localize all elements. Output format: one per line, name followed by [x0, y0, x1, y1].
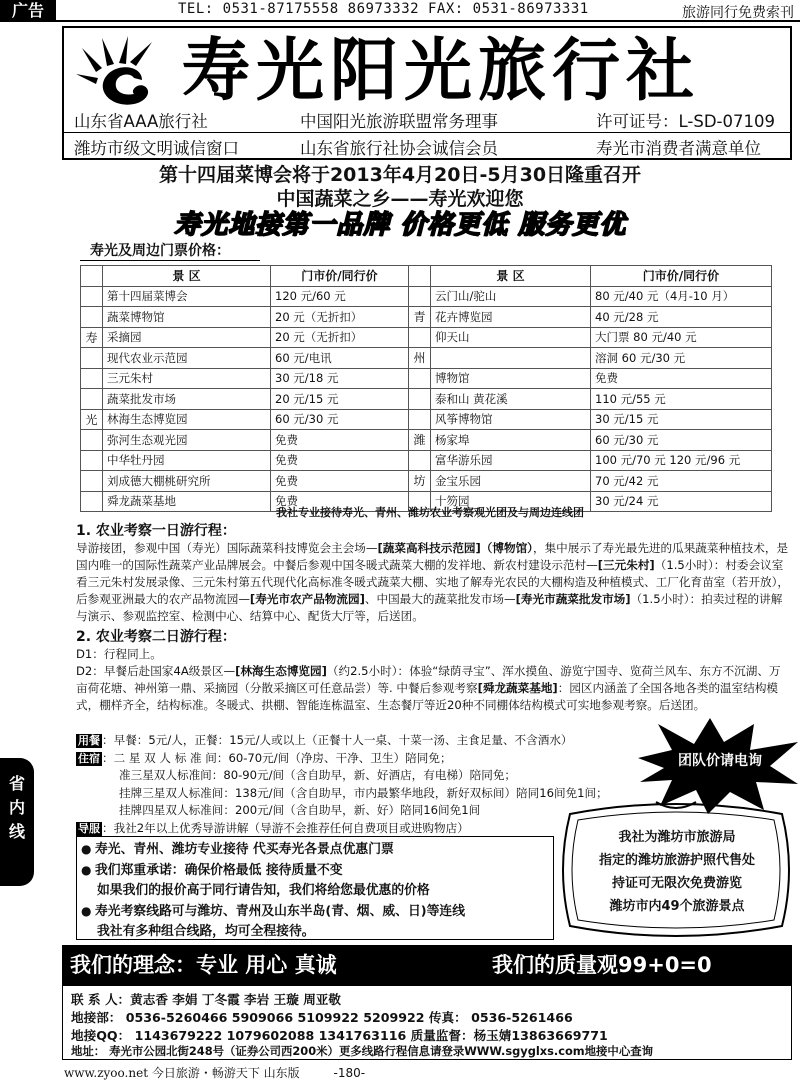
highlight-segment: [蔬菜高科技示范园]（博物馆） — [377, 541, 533, 555]
side-tab-char: 线 — [8, 822, 25, 841]
promo-text: 寿光、青州、潍坊专业接待 代买寿光各景点优惠门票 — [95, 842, 394, 857]
ticket-price: 110 元/55 元 — [591, 389, 772, 410]
region-cell — [81, 307, 103, 328]
side-tab-provincial-routes — [0, 758, 34, 886]
ticket-price: 30 元/15 元 — [591, 409, 772, 430]
region-cell: 寿 — [81, 327, 103, 348]
stay-label: 住宿 — [78, 751, 100, 765]
guide-label: 导服 — [78, 821, 100, 835]
credential-satisfaction: 寿光市消费者满意单位 — [596, 139, 761, 158]
promo-line: 如果我们的报价高于同行请告知，我们将给您最优惠的价格 — [97, 883, 430, 898]
scenic-spot-name: 花卉博览园 — [431, 307, 591, 328]
ad-tag: 广告 — [0, 0, 56, 22]
credential-civilized: 潍坊市级文明诚信窗口 — [74, 139, 239, 158]
bullet-icon: ● — [81, 842, 92, 856]
table-row — [81, 327, 772, 348]
ticket-price: 60 元/电讯 — [271, 348, 409, 369]
region-cell — [81, 430, 103, 451]
ticket-price: 120 元/60 元 — [271, 286, 409, 307]
contact-qq: 地接QQ： 1143679222 1079602088 1341763116 质量监督：杨玉婧13863669771 — [71, 1028, 608, 1043]
region-cell — [81, 286, 103, 307]
agent-line: 持证可无限次免费游览 — [611, 876, 742, 891]
ticket-table — [80, 265, 772, 512]
meal-row — [76, 732, 636, 750]
stay-row — [76, 750, 636, 768]
scenic-spot-name: 富华游乐园 — [431, 450, 591, 471]
text-segment: （1.5小时）：拍卖过程的讲解与演示、参观监控室、检测中心、结算中心、配货大厅等，后送团。 — [76, 592, 783, 623]
stay-four-star: 挂牌四星双人标准间：200元/间（含自助早，新、好）陪同16间免1间 — [119, 803, 481, 817]
itinerary-two-d1: D1：行程同上。 — [76, 647, 162, 661]
ticket-heading: 寿光及周边门票价格： — [90, 243, 230, 259]
meal-text: ：早餐：5元/人，正餐：15元/人或以上（正餐十人一桌、十菜一汤、主食足量、不含酒水） — [102, 733, 573, 747]
table-row — [81, 368, 772, 389]
scenic-spot-name: 林海生态博览园 — [103, 409, 271, 430]
table-row — [81, 430, 772, 451]
scenic-spot-name: 舜龙蔬菜基地 — [103, 491, 271, 512]
service-info — [76, 732, 636, 837]
itinerary-two-day — [76, 628, 792, 714]
group-price-inquiry: 团队价请电询 — [678, 753, 762, 769]
page-footer — [64, 1064, 365, 1081]
text-segment: D2：早餐后赴国家4A级景区— — [76, 664, 236, 678]
scenic-spot-name: 中华牡丹园 — [103, 450, 271, 471]
ticket-price: 60 元/30 元 — [591, 430, 772, 451]
table-row — [81, 307, 772, 328]
region-header — [409, 266, 431, 287]
promo-line: 我社有多种组合线路，均可全程接待。 — [97, 924, 315, 939]
region-cell: 青 — [409, 307, 431, 328]
agent-line: 潍坊市内49个旅游景点 — [609, 899, 745, 914]
bullet-icon: ● — [81, 863, 92, 877]
region-cell — [81, 389, 103, 410]
quality-text: 我们的质量观99+0=0 — [492, 953, 712, 977]
agent-line: 指定的潍坊旅游护照代售处 — [598, 853, 755, 868]
header-divider — [64, 132, 790, 133]
scenic-spot-name: 蔬菜批发市场 — [103, 389, 271, 410]
expo-subtitle: 中国蔬菜之乡——寿光欢迎您 — [276, 188, 524, 210]
scenic-spot-name: 杨家埠 — [431, 430, 591, 451]
credential-alliance: 中国阳光旅游联盟常务理事 — [300, 112, 498, 131]
credential-aaa: 山东省AAA旅行社 — [74, 112, 208, 131]
column-price: 门市价/同行价 — [271, 266, 409, 287]
promo-text: 我们郑重承诺：确保价格最低 接待质量不变 — [95, 863, 343, 878]
guide-row — [76, 820, 636, 838]
scenic-spot-name: 现代农业示范园 — [103, 348, 271, 369]
promo-line — [81, 839, 549, 860]
ticket-price: 免费 — [591, 368, 772, 389]
scenic-spot-name: 蔬菜博物馆 — [103, 307, 271, 328]
heading-underline — [80, 260, 260, 261]
highlight-segment: [舜龙蔬菜基地] — [477, 681, 558, 695]
ticket-price: 60 元/30 元 — [271, 409, 409, 430]
region-cell — [81, 471, 103, 492]
itinerary-one-day — [76, 522, 792, 625]
scenic-spot-name: 金宝乐园 — [431, 471, 591, 492]
column-area: 景 区 — [103, 266, 271, 287]
ticket-price: 免费 — [271, 471, 409, 492]
contact-box — [62, 985, 792, 1060]
philosophy-text: 我们的理念：专业 用心 真诚 — [70, 953, 337, 977]
promo-line — [81, 860, 549, 881]
region-cell: 潍 — [409, 430, 431, 451]
ticket-price: 30 元/24 元 — [591, 491, 772, 512]
promo-text: 寿光考察线路可与潍坊、青州及山东半岛(青、烟、威、日)等连线 — [95, 904, 466, 919]
top-bar — [0, 0, 800, 22]
passport-agent-notice — [572, 826, 782, 918]
table-row — [81, 409, 772, 430]
scenic-spot-name: 刘成德大棚桃研究所 — [103, 471, 271, 492]
ticket-price: 溶洞 60 元/30 元 — [591, 348, 772, 369]
contact-phones: 地接部： 0536-5260466 5909066 5109922 5209922 传真： 0536-5261466 — [71, 1010, 573, 1025]
itinerary-two-d2 — [76, 663, 792, 714]
expo-title: 第十四届菜博会将于2013年4月20日-5月30日隆重召开 — [158, 164, 642, 186]
slogan: 寿光地接第一品牌 价格更低 服务更优 — [173, 210, 627, 240]
scenic-spot-name: 云门山/驼山 — [431, 286, 591, 307]
region-cell — [409, 450, 431, 471]
region-cell — [409, 286, 431, 307]
table-row — [81, 348, 772, 369]
scenic-spot-name — [431, 348, 591, 369]
region-cell: 坊 — [409, 471, 431, 492]
region-cell — [81, 368, 103, 389]
ticket-price: 20 元/15 元 — [271, 389, 409, 410]
region-cell: 州 — [409, 348, 431, 369]
ticket-price: 大门票 80 元/40 元 — [591, 327, 772, 348]
text-segment: ：园区内涵盖了全国各地各类的温室结构模式，棚样齐全，结构标准。冬暖式、拱棚、智能连栋温室、生态餐厅等近20种不同棚体结构模式可实地参观考察。后送团。 — [76, 681, 779, 712]
ticket-price: 免费 — [271, 450, 409, 471]
region-cell — [81, 348, 103, 369]
meal-label: 用餐 — [78, 734, 100, 747]
stay-semi-three-star: 准三星双人标准间：80-90元/间（含自助早，新、好酒店，有电梯）陪同免； — [119, 768, 517, 782]
ticket-price: 70 元/42 元 — [591, 471, 772, 492]
itinerary-two-title: 2. 农业考察二日游行程： — [76, 629, 236, 645]
ticket-price: 30 元/18 元 — [271, 368, 409, 389]
agency-header — [62, 26, 792, 160]
agent-line: 我社为潍坊市旅游局 — [618, 830, 736, 845]
license-number: 许可证号：L-SD-07109 — [596, 112, 775, 131]
index-label: 旅游同行免费索刊 — [682, 5, 794, 21]
highlight-segment: [寿光市农产品物流园] — [249, 592, 365, 606]
text-segment: ，集中展示了寿光最先进的瓜果蔬菜种植技术，是国内唯一的国际性蔬菜产业品牌展会。中餐后参观中国冬暖式蔬菜大棚的发祥地、新农村建设示范村— — [76, 541, 789, 572]
region-cell — [409, 409, 431, 430]
region-cell — [81, 450, 103, 471]
scenic-spot-name: 泰和山 黄花溪 — [431, 389, 591, 410]
agency-name: 寿光阳光旅行社 — [182, 32, 701, 111]
scenic-spot-name: 采摘园 — [103, 327, 271, 348]
guide-text: ：我社2年以上优秀导游讲解（导游不会推荐任何自费项目或进购物店） — [102, 820, 469, 835]
text-segment: 导游接团，参观中国（寿光）国际蔬菜科技博览会主会场— — [76, 541, 378, 555]
side-tab-char: 省 — [8, 774, 25, 793]
bullet-icon: ● — [81, 904, 92, 918]
region-cell — [409, 389, 431, 410]
highlight-segment: [三元朱村] — [597, 558, 655, 572]
ticket-price: 免费 — [271, 430, 409, 451]
table-row — [81, 286, 772, 307]
scenic-spot-name: 弥河生态观光园 — [103, 430, 271, 451]
stay-two-star: ：二 星 双 人 标 准 间：60-70元/间（净房、干净、卫生）陪同免； — [102, 750, 452, 765]
highlight-segment: [寿光市蔬菜批发市场] — [515, 592, 631, 606]
scenic-spot-name: 仰天山 — [431, 327, 591, 348]
ticket-price-section — [80, 240, 780, 522]
footer-site: www.zyoo.net 今日旅游・畅游天下 山东版 — [64, 1066, 300, 1080]
column-price: 门市价/同行价 — [591, 266, 772, 287]
page-number: -180- — [333, 1066, 366, 1080]
tel-fax-line: TEL: 0531-87175558 86973332 FAX: 0531-86973331 — [178, 1, 589, 17]
itinerary-one-body — [76, 540, 792, 625]
itinerary-one-title: 1. 农业考察一日游行程： — [76, 523, 236, 539]
region-cell: 光 — [81, 409, 103, 430]
promo-box — [76, 836, 554, 940]
scenic-spot-name: 第十四届菜博会 — [103, 286, 271, 307]
region-cell — [409, 327, 431, 348]
region-cell — [409, 368, 431, 389]
side-tab-char: 内 — [8, 798, 25, 817]
credential-association: 山东省旅行社协会诚信会员 — [300, 139, 498, 158]
highlight-segment: [林海生态博览园] — [235, 664, 327, 678]
stay-three-star: 挂牌三星双人标准间：138元/间（含自助早，市内最繁华地段，新好双标间）陪同16间免1间； — [119, 785, 608, 800]
column-area: 景 区 — [431, 266, 591, 287]
contact-people: 联 系 人：黄志香 李娟 丁冬霞 李岩 王璇 周亚敬 — [71, 992, 341, 1007]
text-segment: （约2.5小时）：体验“绿荫寻宝”、浑水摸鱼、游览宁国寺、览荷兰风车、东方不沉湖、万亩荷花塘、神州第一鼎、采摘园（分散采摘区可任意品尝）等. 中餐后参观考察 — [76, 664, 781, 695]
ticket-price: 免费 — [271, 491, 409, 512]
table-header-row — [81, 266, 772, 287]
text-segment: 、中国最大的蔬菜批发市场— — [364, 592, 516, 606]
contact-address: 地址： 寿光市公园北街248号（证券公司西200米）更多线路行程信息请登录WWW.sgyglxs.com地接中心查询 — [71, 1044, 653, 1058]
table-row — [81, 450, 772, 471]
text-segment: （1.5小时）：村委会议室看三元朱村发展录像、三元朱村第五代现代化高标准冬暖式蔬菜大棚、实地了解寿光农民的大棚构造及种植模式、工厂化育苗室（若开放），后参观亚洲最大的农产品物流园— — [76, 558, 790, 606]
promo-line — [81, 901, 549, 922]
ticket-price: 40 元/28 元 — [591, 307, 772, 328]
sun-logo-icon — [72, 34, 182, 114]
ticket-price: 20 元（无折扣） — [271, 307, 409, 328]
scenic-spot-name: 博物馆 — [431, 368, 591, 389]
philosophy-bar — [62, 945, 792, 985]
ticket-price: 100 元/70 元 120 元/96 元 — [591, 450, 772, 471]
ticket-footer-note: 我社专业接待寿光、青州、潍坊农业考察观光团及与周边连线团 — [276, 506, 584, 519]
scenic-spot-name: 十笏园 — [431, 491, 591, 512]
scenic-spot-name: 三元朱村 — [103, 368, 271, 389]
region-header — [81, 266, 103, 287]
table-row — [81, 471, 772, 492]
table-row — [81, 389, 772, 410]
scenic-spot-name: 风筝博物馆 — [431, 409, 591, 430]
ticket-price: 20 元（无折扣） — [271, 327, 409, 348]
ticket-price: 80 元/40 元（4月-10 月） — [591, 286, 772, 307]
